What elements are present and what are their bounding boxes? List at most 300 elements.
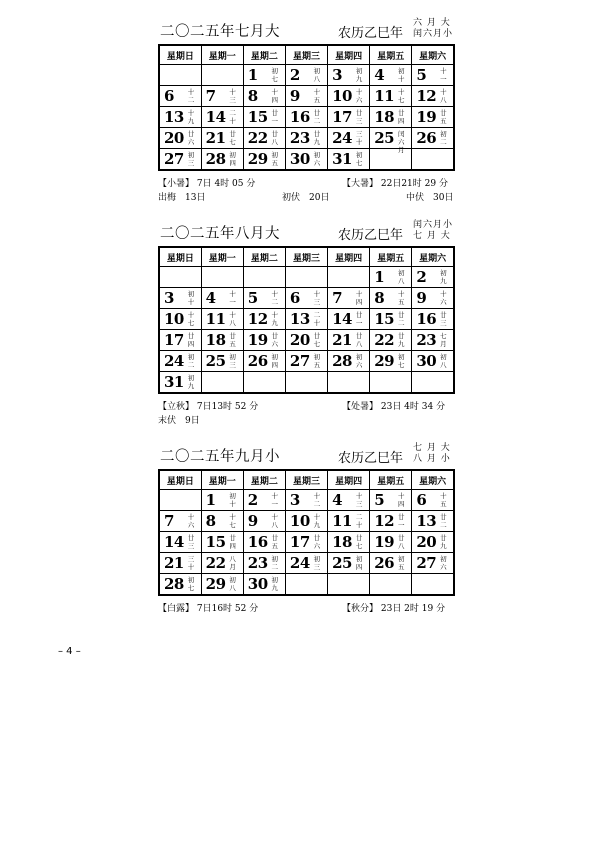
gregorian-day: 6 bbox=[416, 491, 427, 509]
day-cell bbox=[370, 351, 412, 372]
gregorian-day: 10 bbox=[332, 87, 352, 105]
gregorian-day: 12 bbox=[247, 310, 268, 328]
day-cell bbox=[412, 553, 454, 574]
gregorian-day: 3 bbox=[289, 491, 300, 509]
day-cell bbox=[412, 65, 454, 86]
gregorian-day: 25 bbox=[374, 129, 395, 147]
gregorian-day: 22 bbox=[205, 554, 226, 572]
empty-cell bbox=[328, 372, 370, 394]
lunar-day: 闰六月 bbox=[397, 130, 405, 154]
lunar-day: 初七 bbox=[355, 151, 363, 167]
gregorian-day: 31 bbox=[164, 373, 184, 391]
day-cell bbox=[201, 288, 243, 309]
gregorian-day: 23 bbox=[416, 331, 437, 349]
week-row bbox=[159, 372, 454, 394]
day-cell bbox=[243, 351, 285, 372]
gregorian-day: 8 bbox=[205, 512, 216, 530]
weekday-header: 星期六 bbox=[412, 470, 454, 490]
lunar-day: 廿三 bbox=[187, 534, 195, 550]
lunar-day: 廿八 bbox=[271, 130, 279, 146]
day-cell bbox=[328, 65, 370, 86]
day-cell bbox=[370, 107, 412, 128]
day-cell bbox=[201, 351, 243, 372]
lunar-day: 廿四 bbox=[229, 534, 236, 550]
gregorian-day: 23 bbox=[247, 554, 268, 572]
gregorian-day: 20 bbox=[289, 331, 310, 349]
lunar-day: 二十 bbox=[313, 311, 321, 327]
lunar-day: 七月 bbox=[440, 332, 447, 348]
day-cell bbox=[285, 309, 327, 330]
empty-cell bbox=[243, 372, 285, 394]
calendar-september bbox=[158, 443, 455, 616]
gregorian-day: 14 bbox=[205, 108, 226, 126]
lunar-day: 十一 bbox=[229, 290, 236, 306]
gregorian-day: 17 bbox=[332, 108, 352, 126]
day-cell bbox=[159, 574, 201, 596]
gregorian-day: 28 bbox=[205, 150, 226, 168]
week-row bbox=[159, 149, 454, 171]
lunar-day: 三十 bbox=[187, 555, 195, 571]
day-cell bbox=[201, 532, 243, 553]
lunar-day: 十二 bbox=[271, 290, 279, 306]
day-cell bbox=[159, 107, 201, 128]
gregorian-day: 1 bbox=[205, 491, 216, 509]
lunar-day: 廿三 bbox=[355, 109, 363, 125]
lunar-day: 十九 bbox=[313, 513, 321, 529]
calendar-july bbox=[158, 18, 455, 205]
day-cell bbox=[201, 309, 243, 330]
lunar-day: 初五 bbox=[313, 353, 321, 369]
lunar-day: 十四 bbox=[271, 88, 279, 104]
gregorian-day: 29 bbox=[374, 352, 395, 370]
weekday-header: 星期四 bbox=[328, 247, 370, 267]
gregorian-day: 9 bbox=[416, 289, 427, 307]
gregorian-day: 30 bbox=[247, 575, 268, 593]
dog-day-note: 末伏 9日 bbox=[158, 416, 200, 426]
month-header bbox=[158, 18, 455, 44]
gregorian-day: 21 bbox=[164, 554, 184, 572]
gregorian-day: 30 bbox=[416, 352, 437, 370]
lunar-day: 十一 bbox=[440, 67, 447, 83]
lunar-day: 廿九 bbox=[440, 534, 447, 550]
lunar-day: 初六 bbox=[313, 151, 321, 167]
gregorian-day: 23 bbox=[289, 129, 310, 147]
day-cell bbox=[243, 149, 285, 171]
week-row bbox=[159, 107, 454, 128]
dog-day-note: 出梅 13日 bbox=[158, 193, 206, 203]
gregorian-day: 26 bbox=[416, 129, 437, 147]
gregorian-day: 27 bbox=[416, 554, 437, 572]
lunar-day: 十二 bbox=[313, 492, 321, 508]
empty-cell bbox=[328, 267, 370, 288]
weekday-header: 星期四 bbox=[328, 45, 370, 65]
gregorian-day: 11 bbox=[332, 512, 352, 530]
lunar-day: 初九 bbox=[355, 67, 363, 83]
solar-terms bbox=[158, 400, 455, 414]
empty-cell bbox=[370, 574, 412, 596]
day-cell bbox=[370, 511, 412, 532]
lunar-day: 初四 bbox=[355, 555, 363, 571]
weekday-header: 星期二 bbox=[243, 470, 285, 490]
lunar-day: 廿一 bbox=[397, 513, 405, 529]
day-cell bbox=[370, 553, 412, 574]
day-cell bbox=[370, 309, 412, 330]
solar-terms bbox=[158, 602, 455, 616]
lunar-month-line: 闰六月小 bbox=[413, 220, 454, 230]
weekday-header: 星期四 bbox=[328, 470, 370, 490]
day-cell bbox=[243, 532, 285, 553]
weekday-header: 星期日 bbox=[159, 45, 201, 65]
lunar-day: 廿五 bbox=[271, 534, 279, 550]
day-cell bbox=[370, 288, 412, 309]
day-cell bbox=[412, 267, 454, 288]
solar-term: 【处暑】 23日 4时 34 分 bbox=[342, 402, 446, 412]
gregorian-day: 6 bbox=[289, 289, 300, 307]
day-cell bbox=[201, 86, 243, 107]
day-cell bbox=[412, 532, 454, 553]
gregorian-day: 7 bbox=[164, 512, 174, 530]
lunar-day: 初十 bbox=[229, 492, 236, 508]
empty-cell bbox=[243, 267, 285, 288]
gregorian-day: 25 bbox=[332, 554, 352, 572]
dog-days bbox=[158, 414, 455, 428]
day-cell bbox=[328, 490, 370, 511]
lunar-day: 初二 bbox=[187, 353, 195, 369]
day-cell bbox=[243, 288, 285, 309]
gregorian-day: 24 bbox=[289, 554, 310, 572]
lunar-day: 十四 bbox=[355, 290, 363, 306]
lunar-day: 廿七 bbox=[313, 332, 321, 348]
gregorian-day: 26 bbox=[247, 352, 268, 370]
lunar-day: 廿一 bbox=[271, 109, 279, 125]
day-cell bbox=[370, 532, 412, 553]
gregorian-day: 3 bbox=[332, 66, 342, 84]
lunar-day: 廿六 bbox=[313, 534, 321, 550]
calendar-grid bbox=[158, 44, 455, 171]
gregorian-day: 18 bbox=[205, 331, 226, 349]
gregorian-day: 13 bbox=[416, 512, 437, 530]
weekday-header: 星期二 bbox=[243, 247, 285, 267]
gregorian-day: 2 bbox=[247, 491, 258, 509]
lunar-day: 初十 bbox=[187, 290, 195, 306]
lunar-day: 初三 bbox=[229, 353, 236, 369]
lunar-day: 廿六 bbox=[271, 332, 279, 348]
weekday-header: 星期一 bbox=[201, 470, 243, 490]
gregorian-day: 21 bbox=[332, 331, 352, 349]
gregorian-day: 9 bbox=[247, 512, 258, 530]
gregorian-day: 13 bbox=[164, 108, 184, 126]
week-row bbox=[159, 267, 454, 288]
lunar-day: 廿九 bbox=[397, 332, 405, 348]
day-cell bbox=[201, 574, 243, 596]
dog-day-note: 初伏 20日 bbox=[282, 193, 330, 203]
weekday-header-row bbox=[159, 45, 454, 65]
empty-cell bbox=[370, 372, 412, 394]
lunar-day: 初四 bbox=[229, 151, 236, 167]
day-cell bbox=[370, 128, 412, 154]
lunar-day: 初九 bbox=[440, 269, 447, 285]
gregorian-day: 15 bbox=[247, 108, 268, 126]
lunar-day: 十七 bbox=[187, 311, 195, 327]
day-cell bbox=[412, 128, 454, 149]
day-cell bbox=[370, 267, 412, 288]
lunar-day: 廿四 bbox=[397, 109, 405, 125]
lunar-day: 十一 bbox=[271, 492, 279, 508]
gregorian-day: 20 bbox=[164, 129, 184, 147]
day-cell bbox=[328, 532, 370, 553]
day-cell bbox=[412, 86, 454, 107]
lunar-day: 八月 bbox=[229, 555, 236, 571]
week-row bbox=[159, 490, 454, 511]
calendar-grid bbox=[158, 246, 455, 394]
lunar-year-label: 农历乙巳年 bbox=[338, 26, 404, 41]
day-cell bbox=[328, 330, 370, 351]
gregorian-day: 11 bbox=[374, 87, 395, 105]
lunar-day: 十六 bbox=[355, 88, 363, 104]
lunar-day: 十三 bbox=[313, 290, 321, 306]
lunar-day: 初三 bbox=[313, 555, 321, 571]
lunar-day: 初五 bbox=[397, 555, 405, 571]
day-cell bbox=[159, 372, 201, 394]
gregorian-day: 4 bbox=[374, 66, 385, 84]
gregorian-day: 2 bbox=[289, 66, 300, 84]
lunar-day: 十二 bbox=[187, 88, 195, 104]
gregorian-day: 4 bbox=[205, 289, 216, 307]
week-row bbox=[159, 532, 454, 553]
empty-cell bbox=[201, 65, 243, 86]
weekday-header: 星期六 bbox=[412, 45, 454, 65]
day-cell bbox=[159, 128, 201, 149]
lunar-day: 十八 bbox=[229, 311, 236, 327]
week-row bbox=[159, 86, 454, 107]
gregorian-day: 16 bbox=[289, 108, 310, 126]
solar-term: 【小暑】 7日 4时 05 分 bbox=[158, 179, 256, 189]
gregorian-day: 17 bbox=[289, 533, 310, 551]
lunar-month-line: 八 月 小 bbox=[413, 454, 451, 464]
weekday-header: 星期三 bbox=[285, 45, 327, 65]
lunar-day: 初五 bbox=[271, 151, 279, 167]
gregorian-day: 11 bbox=[205, 310, 226, 328]
week-row bbox=[159, 330, 454, 351]
day-cell bbox=[328, 86, 370, 107]
lunar-day: 廿七 bbox=[229, 130, 236, 146]
gregorian-day: 1 bbox=[247, 66, 258, 84]
week-row bbox=[159, 351, 454, 372]
day-cell bbox=[243, 107, 285, 128]
page-number: – 4 – bbox=[58, 646, 81, 657]
weekday-header: 星期五 bbox=[370, 45, 412, 65]
day-cell bbox=[159, 511, 201, 532]
lunar-day: 初十 bbox=[397, 67, 405, 83]
week-row bbox=[159, 288, 454, 309]
day-cell bbox=[370, 65, 412, 86]
gregorian-day: 4 bbox=[332, 491, 342, 509]
empty-cell bbox=[201, 267, 243, 288]
day-cell bbox=[328, 107, 370, 128]
lunar-day: 十五 bbox=[440, 492, 447, 508]
day-cell bbox=[328, 128, 370, 149]
empty-cell bbox=[370, 149, 412, 171]
lunar-day: 廿七 bbox=[355, 534, 363, 550]
lunar-day: 初八 bbox=[229, 576, 236, 592]
gregorian-day: 20 bbox=[416, 533, 437, 551]
lunar-day: 十五 bbox=[313, 88, 321, 104]
day-cell bbox=[243, 574, 285, 596]
weekday-header: 星期一 bbox=[201, 45, 243, 65]
gregorian-day: 7 bbox=[205, 87, 216, 105]
empty-cell bbox=[201, 372, 243, 394]
empty-cell bbox=[159, 65, 201, 86]
gregorian-day: 12 bbox=[416, 87, 437, 105]
gregorian-day: 27 bbox=[289, 352, 310, 370]
day-cell bbox=[285, 107, 327, 128]
day-cell bbox=[243, 128, 285, 149]
month-title: 二〇二五年七月大 bbox=[160, 24, 280, 40]
gregorian-day: 27 bbox=[164, 150, 184, 168]
day-cell bbox=[328, 309, 370, 330]
lunar-day: 廿九 bbox=[313, 130, 321, 146]
gregorian-day: 16 bbox=[416, 310, 437, 328]
solar-term: 【秋分】 23日 2时 19 分 bbox=[342, 604, 446, 614]
empty-cell bbox=[328, 574, 370, 596]
day-cell bbox=[201, 553, 243, 574]
week-row bbox=[159, 65, 454, 86]
day-cell bbox=[201, 330, 243, 351]
day-cell bbox=[370, 330, 412, 351]
lunar-day: 廿六 bbox=[187, 130, 195, 146]
weekday-header: 星期一 bbox=[201, 247, 243, 267]
day-cell bbox=[285, 86, 327, 107]
day-cell bbox=[201, 128, 243, 149]
day-cell bbox=[285, 128, 327, 149]
day-cell bbox=[328, 351, 370, 372]
weekday-header: 星期日 bbox=[159, 470, 201, 490]
month-header bbox=[158, 443, 455, 469]
day-cell bbox=[412, 490, 454, 511]
lunar-day: 廿一 bbox=[355, 311, 363, 327]
day-cell bbox=[285, 65, 327, 86]
dog-days bbox=[158, 191, 455, 205]
lunar-day: 十三 bbox=[229, 88, 236, 104]
weekday-header: 星期六 bbox=[412, 247, 454, 267]
empty-cell bbox=[285, 372, 327, 394]
gregorian-day: 5 bbox=[416, 66, 427, 84]
gregorian-day: 6 bbox=[164, 87, 174, 105]
lunar-day: 初七 bbox=[271, 67, 279, 83]
lunar-day: 初六 bbox=[440, 555, 447, 571]
gregorian-day: 8 bbox=[247, 87, 258, 105]
lunar-day: 初七 bbox=[187, 576, 195, 592]
lunar-day: 十八 bbox=[440, 88, 447, 104]
lunar-day: 初二 bbox=[440, 130, 447, 146]
day-cell bbox=[159, 351, 201, 372]
lunar-day: 十九 bbox=[187, 109, 195, 125]
day-cell bbox=[412, 309, 454, 330]
lunar-month-line: 七 月 大 bbox=[413, 443, 451, 453]
weekday-header: 星期三 bbox=[285, 247, 327, 267]
day-cell bbox=[159, 288, 201, 309]
weekday-header: 星期五 bbox=[370, 247, 412, 267]
week-row bbox=[159, 574, 454, 596]
day-cell bbox=[159, 149, 201, 171]
lunar-day: 二十 bbox=[229, 109, 236, 125]
day-cell bbox=[159, 532, 201, 553]
day-cell bbox=[201, 107, 243, 128]
day-cell bbox=[159, 309, 201, 330]
gregorian-day: 14 bbox=[332, 310, 352, 328]
day-cell bbox=[243, 65, 285, 86]
lunar-month-line: 闰六月小 bbox=[413, 29, 454, 39]
lunar-day: 初六 bbox=[355, 353, 363, 369]
gregorian-day: 29 bbox=[247, 150, 268, 168]
lunar-day: 初九 bbox=[187, 374, 195, 390]
solar-term: 【立秋】 7日13时 52 分 bbox=[158, 402, 259, 412]
day-cell bbox=[243, 511, 285, 532]
lunar-day: 十七 bbox=[397, 88, 405, 104]
weekday-header-row bbox=[159, 247, 454, 267]
lunar-day: 初八 bbox=[397, 269, 405, 285]
calendar-august bbox=[158, 220, 455, 428]
lunar-day: 初四 bbox=[271, 353, 279, 369]
empty-cell bbox=[159, 490, 201, 511]
gregorian-day: 24 bbox=[164, 352, 184, 370]
gregorian-day: 3 bbox=[164, 289, 174, 307]
day-cell bbox=[243, 553, 285, 574]
lunar-day: 廿二 bbox=[397, 311, 405, 327]
weekday-header: 星期日 bbox=[159, 247, 201, 267]
gregorian-day: 16 bbox=[247, 533, 268, 551]
day-cell bbox=[159, 330, 201, 351]
day-cell bbox=[412, 351, 454, 372]
day-cell bbox=[201, 149, 243, 171]
lunar-months bbox=[413, 443, 451, 465]
gregorian-day: 22 bbox=[374, 331, 395, 349]
day-cell bbox=[285, 553, 327, 574]
day-cell bbox=[285, 532, 327, 553]
lunar-day: 初七 bbox=[397, 353, 405, 369]
gregorian-day: 25 bbox=[205, 352, 226, 370]
day-cell bbox=[285, 490, 327, 511]
dog-day-note: 中伏 30日 bbox=[406, 193, 454, 203]
month-title: 二〇二五年九月小 bbox=[160, 449, 280, 465]
gregorian-day: 13 bbox=[289, 310, 310, 328]
lunar-day: 初二 bbox=[271, 555, 279, 571]
lunar-month-line: 六 月 大 bbox=[413, 18, 451, 28]
day-cell bbox=[201, 490, 243, 511]
gregorian-day: 8 bbox=[374, 289, 385, 307]
weekday-header: 星期二 bbox=[243, 45, 285, 65]
solar-term: 【白露】 7日16时 52 分 bbox=[158, 604, 259, 614]
day-cell bbox=[412, 511, 454, 532]
week-row bbox=[159, 511, 454, 532]
empty-cell bbox=[285, 267, 327, 288]
gregorian-day: 18 bbox=[332, 533, 352, 551]
lunar-day: 初八 bbox=[313, 67, 321, 83]
day-cell bbox=[243, 330, 285, 351]
empty-cell bbox=[285, 574, 327, 596]
gregorian-day: 19 bbox=[374, 533, 395, 551]
empty-cell bbox=[159, 267, 201, 288]
day-cell bbox=[285, 330, 327, 351]
gregorian-day: 2 bbox=[416, 268, 427, 286]
lunar-day: 廿八 bbox=[397, 534, 405, 550]
day-cell bbox=[328, 288, 370, 309]
gregorian-day: 18 bbox=[374, 108, 395, 126]
month-header bbox=[158, 220, 455, 246]
lunar-day: 廿二 bbox=[313, 109, 321, 125]
day-cell bbox=[412, 288, 454, 309]
lunar-day: 十三 bbox=[355, 492, 363, 508]
